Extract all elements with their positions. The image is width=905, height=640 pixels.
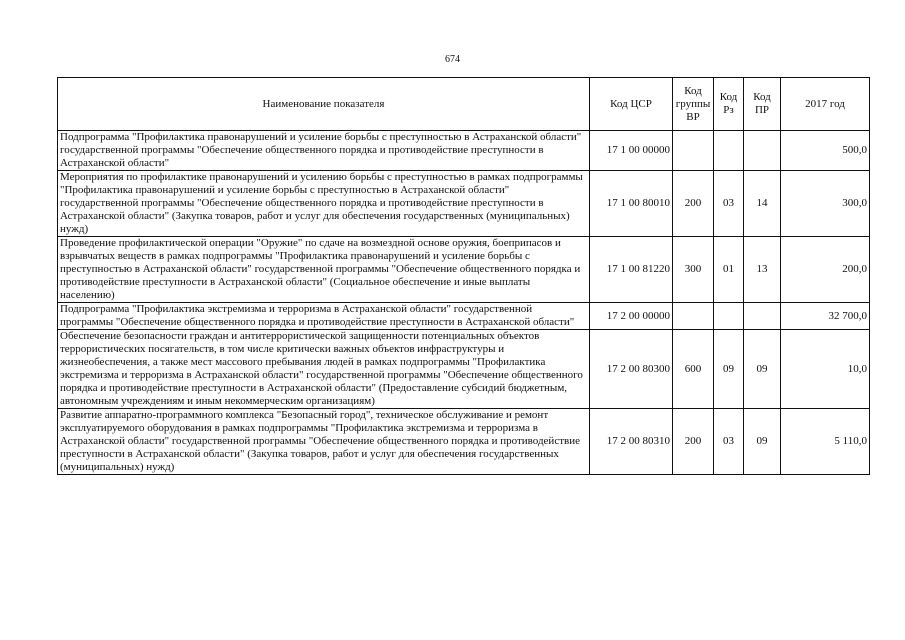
- row-vr-code: 600: [673, 330, 714, 409]
- row-vr-code: 300: [673, 237, 714, 303]
- header-year: 2017 год: [781, 78, 870, 131]
- row-rz-code: [714, 131, 744, 171]
- row-name: Проведение профилактической операции "Оружие" по сдаче на возмездной основе оружия, боеприпасов и взрывчатых веществ в рамках подпрограммы "Профилактика правонарушений и усиление борьбы с преступностью в Астраханской области" государственной программы "Обеспечение общественного порядка и противодействие преступности в Астраханской области" (Социальное обеспечение и иные выплаты населению): [58, 237, 590, 303]
- header-rz-line: Код: [719, 91, 738, 103]
- table-row: [58, 330, 870, 409]
- header-pr-line: Код: [753, 91, 771, 103]
- row-name: Подпрограмма "Профилактика экстремизма и терроризма в Астраханской области" государственной программы "Обеспечение общественного порядка и противодействие преступности в Астраханской области": [58, 303, 590, 330]
- row-csr-code: 17 1 00 81220: [590, 237, 673, 303]
- row-csr-code: 17 2 00 80300: [590, 330, 673, 409]
- table-row: [58, 131, 870, 171]
- header-pr-code: [744, 78, 781, 131]
- header-vr-code: [673, 78, 714, 131]
- row-csr-code: 17 2 00 80310: [590, 409, 673, 475]
- table-row: [58, 303, 870, 330]
- row-amount: 300,0: [781, 171, 870, 237]
- header-rz-code: [714, 78, 744, 131]
- row-name: Обеспечение безопасности граждан и антитеррористической защищенности потенциальных объектов террористических посягательств, в том числе критически важных объектов инфраструктуры и жизнеобеспечения, а также мест массового пребывания людей в рамках подпрограммы "Профилактика экстремизма и терроризма в Астраханской области" государственной программы "Обеспечение общественного порядка и противодействие преступности в Астраханской области" (Предоставление субсидий бюджетным, автономным учреждениям и иным некоммерческим организациям): [58, 330, 590, 409]
- row-rz-code: 01: [714, 237, 744, 303]
- row-rz-code: 03: [714, 171, 744, 237]
- row-amount: 200,0: [781, 237, 870, 303]
- row-rz-code: 03: [714, 409, 744, 475]
- row-pr-code: 09: [744, 330, 781, 409]
- row-name: Развитие аппаратно-программного комплекса "Безопасный город", техническое обслуживание и ремонт эксплуатируемого оборудования в рамках подпрограммы "Профилактика экстремизма и терроризма в Астраханской области" государственной программы "Обеспечение общественного порядка и противодействие преступности в Астраханской области" (Закупка товаров, работ и услуг для обеспечения государственных (муниципальных) нужд): [58, 409, 590, 475]
- page-number: 674: [445, 54, 460, 65]
- header-vr-line: группы: [675, 97, 711, 110]
- budget-table: [57, 77, 870, 475]
- header-name: Наименование показателя: [58, 78, 590, 131]
- row-amount: 10,0: [781, 330, 870, 409]
- row-vr-code: [673, 303, 714, 330]
- row-amount: 500,0: [781, 131, 870, 171]
- header-csr-code: Код ЦСР: [590, 78, 673, 131]
- row-vr-code: 200: [673, 171, 714, 237]
- row-rz-code: 09: [714, 330, 744, 409]
- row-pr-code: [744, 131, 781, 171]
- table-row: [58, 171, 870, 237]
- row-csr-code: 17 1 00 80010: [590, 171, 673, 237]
- row-pr-code: 09: [744, 409, 781, 475]
- header-row: [58, 78, 870, 131]
- row-pr-code: 13: [744, 237, 781, 303]
- row-csr-code: 17 1 00 00000: [590, 131, 673, 171]
- table-row: [58, 409, 870, 475]
- header-rz-line: Рз: [723, 104, 734, 116]
- row-csr-code: 17 2 00 00000: [590, 303, 673, 330]
- row-name: Подпрограмма "Профилактика правонарушений и усиление борьбы с преступностью в Астраханской области" государственной программы "Обеспечение общественного порядка и противодействие преступности в Астраханской области": [58, 131, 590, 171]
- row-vr-code: [673, 131, 714, 171]
- row-amount: 5 110,0: [781, 409, 870, 475]
- row-vr-code: 200: [673, 409, 714, 475]
- header-vr-line: Код: [684, 84, 702, 97]
- table-row: [58, 237, 870, 303]
- header-vr-line: ВР: [686, 110, 700, 123]
- table-header: [58, 78, 870, 131]
- row-name: Мероприятия по профилактике правонарушений и усилению борьбы с преступностью в рамках подпрограммы "Профилактика правонарушений и усиление борьбы с преступностью в Астраханской области" государственной программы "Обеспечение общественного порядка и противодействие преступности в Астраханской области" (Закупка товаров, работ и услуг для обеспечения государственных (муниципальных) нужд): [58, 171, 590, 237]
- row-amount: 32 700,0: [781, 303, 870, 330]
- row-pr-code: 14: [744, 171, 781, 237]
- header-pr-line: ПР: [754, 104, 770, 116]
- row-rz-code: [714, 303, 744, 330]
- row-pr-code: [744, 303, 781, 330]
